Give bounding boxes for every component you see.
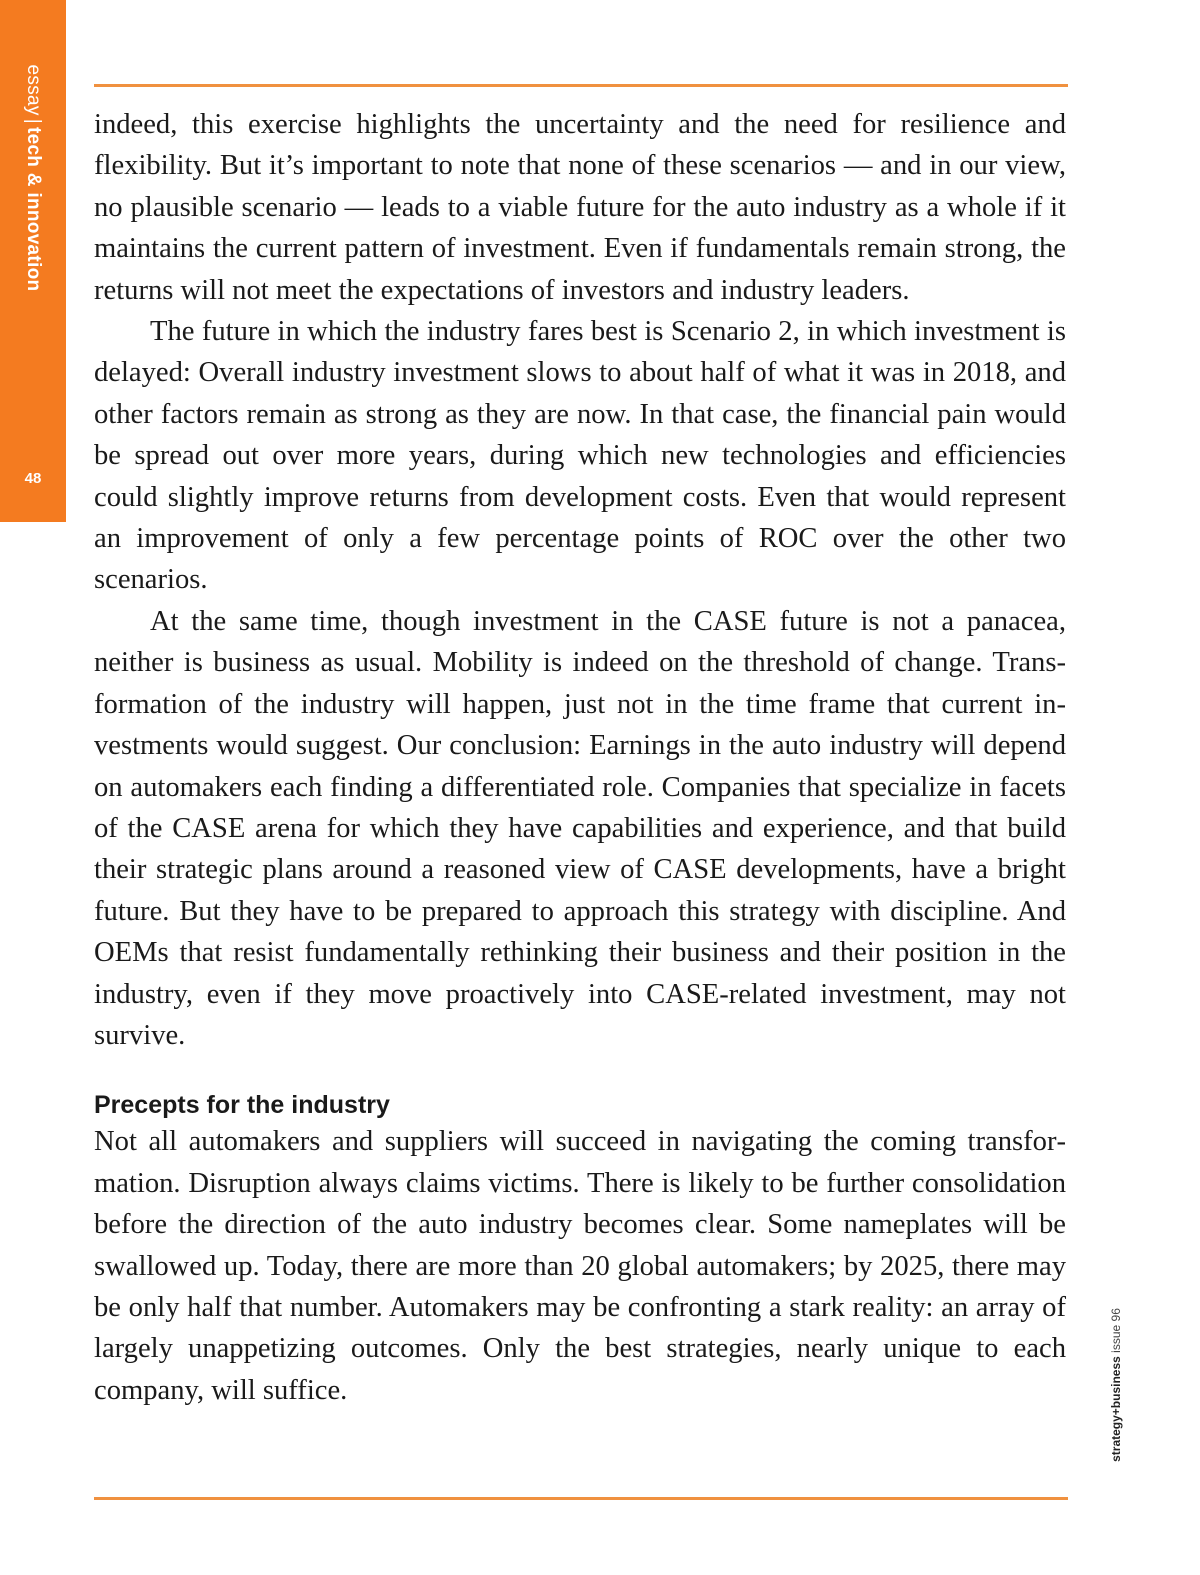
section-label-primary: essay (23, 64, 44, 116)
article-body (94, 104, 1066, 1411)
section-label-secondary: tech & innovation (23, 126, 44, 292)
article-paragraph: At the same time, though investment in the CASE future is not a panacea, neither is business as usual. Mobility is indeed on the threshold of change. Transformation of the industry will happen, just not in the time frame that current investments would suggest. Our conclusion: Earnings in the auto industry will depend on automakers each finding a differentiated role. Companies that specialize in facets of the CASE arena for which they have capabilities and experience, and that build their strategic plans around a reasoned view of CASE developments, have a bright future. But they have to be prepared to approach this strategy with discipline. And OEMs that resist fundamentally rethinking their business and their position in the industry, even if they move proactively into CASE-related investment, may not survive. (94, 605, 1066, 1051)
section-heading: Precepts for the industry (94, 1091, 390, 1120)
section-label-separator: | (23, 118, 44, 124)
section-paragraph: Not all automakers and suppliers will succeed in navigating the coming transformation. Disruption always claims victims. There is likely to be further consolidation before the direction of the auto industry becomes clear. Some nameplates will be swallowed up. Today, there are more than 20 global automakers; by 2025, there may be only half that number. Automakers may be confronting a stark reality: an array of largely unappetizing outcomes. Only the best strategies, nearly unique to each company, will suffice. (94, 1126, 1066, 1406)
article-paragraph: indeed, this exercise highlights the uncertainty and the need for resilience and flexibility. But it’s important to note that none of these scenarios — and in our view, no plausible scenario — leads to a viable future for the auto industry as a whole if it maintains the current pattern of investment. Even if fundamentals remain strong, the returns will not meet the expectations of investors and industry leaders. (94, 109, 1066, 306)
journal-issue: issue 96 (1109, 1308, 1123, 1353)
journal-name: strategy+business (1109, 1356, 1123, 1462)
journal-footer (1109, 1308, 1123, 1462)
article-paragraph: The future in which the industry fares best is Scenario 2, in which investment is delayed: Overall industry investment slows to about half of what it was in 2018, and other factors remain as strong as they are now. In that case, the financial pain would be spread out over more years, during which new technologies and efficiencies could slightly improve returns from development costs. Even that would represent an improvement of only a few percentage points of ROC over the other two scenarios. (94, 316, 1066, 596)
top-divider (94, 84, 1068, 87)
section-side-tab (0, 0, 66, 522)
bottom-divider (94, 1497, 1068, 1500)
section-label (22, 65, 44, 292)
page-number: 48 (24, 470, 42, 487)
